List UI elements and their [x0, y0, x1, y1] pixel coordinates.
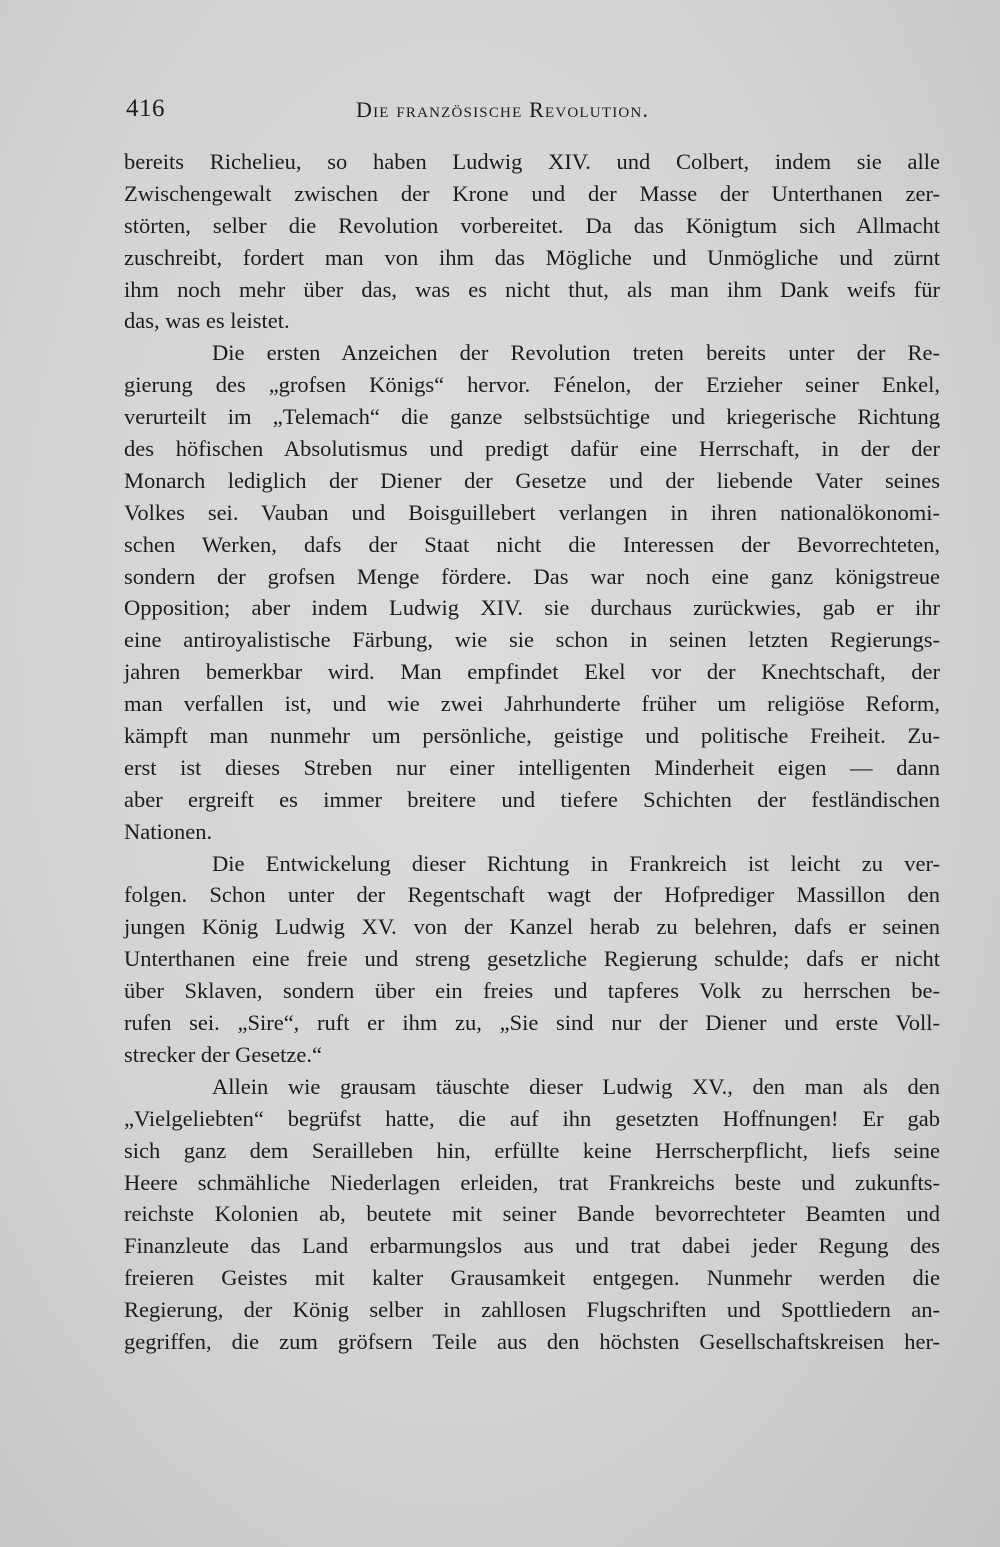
text-line: verurteilt im „Telemach“ die ganze selbstsüchtige und kriegerische Richtung: [124, 404, 940, 430]
text-line: störten, selber die Revolution vorbereitet. Da das Königtum sich Allmacht: [124, 212, 940, 238]
text-line: jahren bemerkbar wird. Man empfindet Ekel vor der Knechtschaft, der: [124, 659, 940, 685]
page-number: 416: [126, 95, 165, 122]
text-line: Nationen.: [124, 818, 213, 844]
text-line: Zwischengewalt zwischen der Krone und der Masse der Unterthanen zer-: [124, 180, 940, 206]
text-line: man verfallen ist, und wie zwei Jahrhunderte früher um religiöse Reform,: [124, 691, 940, 717]
text-line: rufen sei. „Sire“, ruft er ihm zu, „Sie sind nur der Diener und erste Voll-: [124, 1010, 940, 1036]
text-line: Monarch lediglich der Diener der Gesetze und der liebende Vater seines: [124, 467, 940, 493]
text-line: eine antiroyalistische Färbung, wie sie schon in seinen letzten Regierungs-: [124, 627, 940, 653]
text-line: ihm noch mehr über das, was es nicht thut, als man ihm Dank weifs für: [124, 276, 940, 302]
body-text: [124, 146, 940, 1358]
text-line: Regierung, der König selber in zahllosen Flugschriften und Spottliedern an-: [124, 1297, 940, 1323]
paragraph: [124, 1071, 940, 1358]
page-header: [126, 95, 946, 135]
text-line: „Vielgeliebten“ begrüfst hatte, die auf ihn gesetzten Hoffnungen! Er gab: [124, 1105, 940, 1131]
text-line: sondern der grofsen Menge fördere. Das war noch eine ganz königstreue: [124, 563, 940, 589]
text-line: gegriffen, die zum gröfsern Teile aus den höchsten Gesellschaftskreisen her-: [124, 1328, 940, 1354]
text-line: erst ist dieses Streben nur einer intelligenten Minderheit eigen — dann: [124, 754, 940, 780]
paragraph: [124, 848, 940, 1071]
paragraph: [124, 146, 940, 337]
text-line: aber ergreift es immer breitere und tiefere Schichten der festländischen: [124, 786, 940, 812]
text-line: Die Entwickelung dieser Richtung in Frankreich ist leicht zu ver-: [212, 850, 940, 876]
text-line: bereits Richelieu, so haben Ludwig XIV. und Colbert, indem sie alle: [124, 149, 940, 174]
text-line: jungen König Ludwig XV. von der Kanzel herab zu belehren, dafs er seinen: [124, 914, 940, 940]
text-line: Unterthanen eine freie und streng gesetzliche Regierung schulde; dafs er nicht: [124, 946, 940, 972]
text-line: reichste Kolonien ab, beutete mit seiner Bande bevorrechteter Beamten und: [124, 1201, 940, 1227]
text-line: zuschreibt, fordert man von ihm das Mögliche und Unmögliche und zürnt: [124, 244, 940, 270]
text-line: schen Werken, dafs der Staat nicht die Interessen der Bevorrechteten,: [124, 531, 940, 557]
text-line: Finanzleute das Land erbarmungslos aus und trat dabei jeder Regung des: [124, 1233, 940, 1259]
text-line: Volkes sei. Vauban und Boisguillebert verlangen in ihren nationalökonomi-: [124, 499, 940, 525]
text-line: sich ganz dem Serailleben hin, erfüllte keine Herrscherpflicht, liefs seine: [124, 1137, 940, 1163]
text-line: freieren Geistes mit kalter Grausamkeit entgegen. Nunmehr werden die: [124, 1265, 940, 1291]
running-title: Die französische Revolution.: [356, 97, 650, 122]
text-line: Opposition; aber indem Ludwig XIV. sie durchaus zurückwies, gab er ihr: [124, 595, 940, 621]
text-line: strecker der Gesetze.“: [124, 1041, 322, 1067]
text-line: das, was es leistet.: [124, 308, 290, 334]
text-line: Heere schmähliche Niederlagen erleiden, trat Frankreichs beste und zukunfts-: [124, 1169, 940, 1195]
text-line: kämpft man nunmehr um persönliche, geistige und politische Freiheit. Zu-: [124, 723, 940, 749]
text-line: folgen. Schon unter der Regentschaft wagt der Hofprediger Massillon den: [124, 882, 940, 908]
text-line: Allein wie grausam täuschte dieser Ludwig XV., den man als den: [212, 1073, 940, 1099]
text-line: über Sklaven, sondern über ein freies und tapferes Volk zu herrschen be-: [124, 978, 940, 1004]
text-line: des höfischen Absolutismus und predigt dafür eine Herrschaft, in der der: [124, 436, 940, 462]
text-line: gierung des „grofsen Königs“ hervor. Fénelon, der Erzieher seiner Enkel,: [124, 372, 940, 398]
text-line: Die ersten Anzeichen der Revolution treten bereits unter der Re-: [212, 340, 940, 366]
paragraph: [124, 337, 940, 847]
